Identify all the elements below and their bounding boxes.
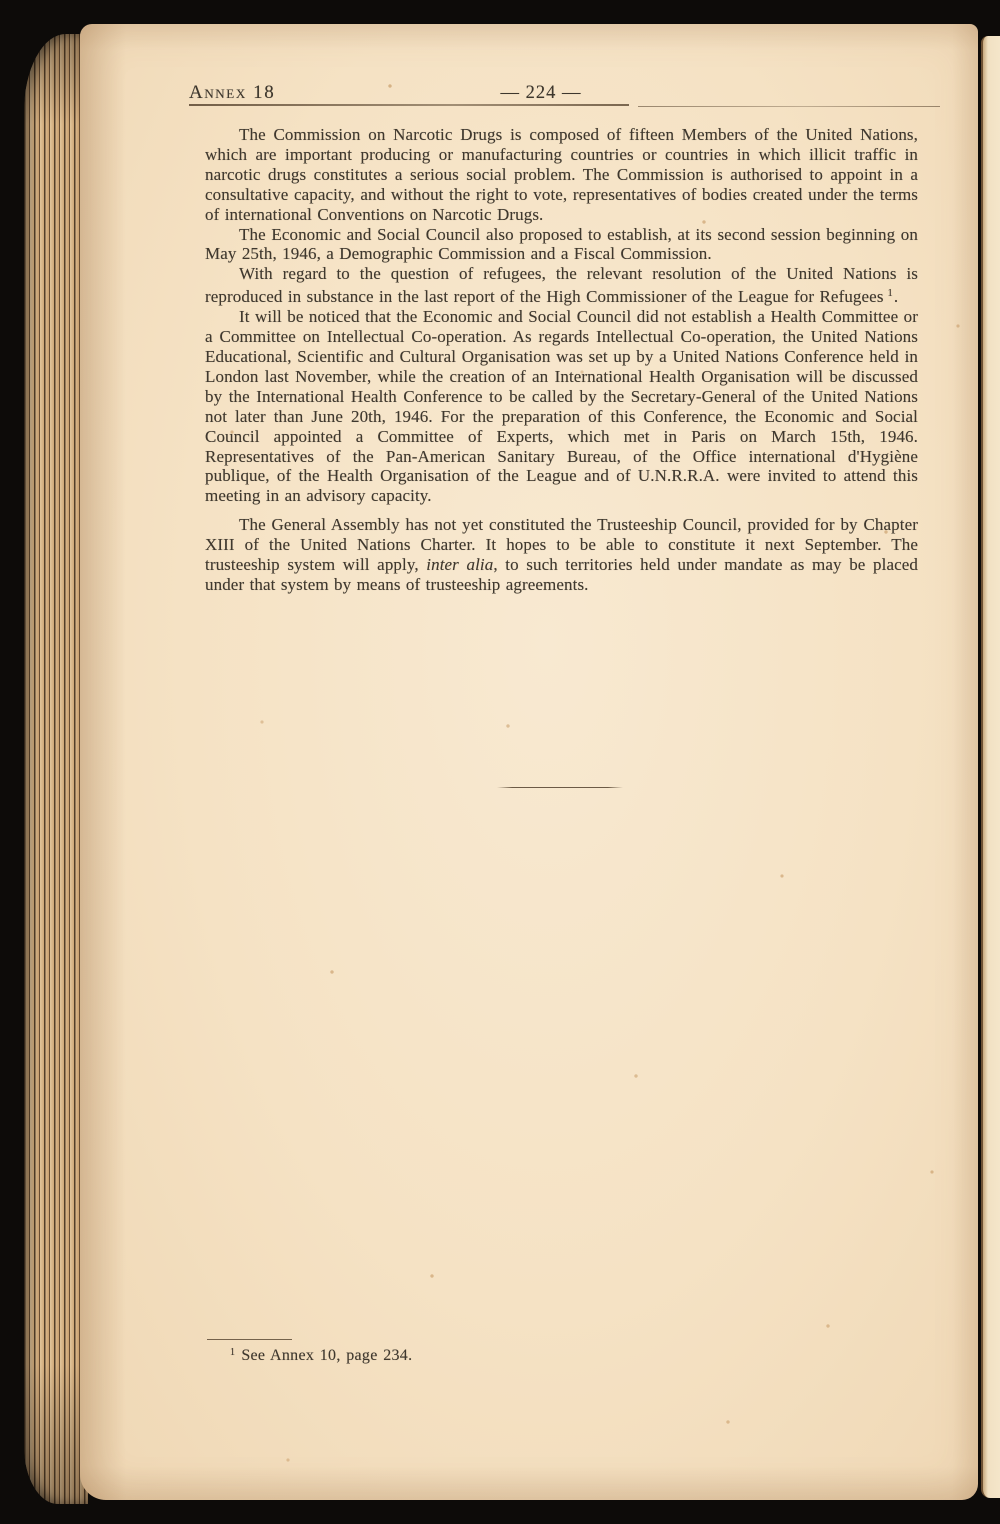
header-rule-right (638, 106, 940, 107)
paragraph-demographic-fiscal-commission: The Economic and Social Council also proposed to establish, at its second session beginning on May 25th, 1946, a Demographic Commission and a Fiscal Commission. (205, 224, 918, 264)
paragraph-health-conference: It will be noticed that the Economic and Social Council did not establish a Health Committee or a Committee on Intellectual Co-operation. As regards Intellectual Co-operation, the United Nations Educational, Scientific and Cultural Organisation was set up by a United Nations Conference held in London last November, while the creation of an International Health Organisation will be discussed by the International Health Conference to be called by the Secretary-General of the United Nations not later than June 20th, 1946. For the preparation of this Conference, the Economic and Social Council appointed a Committee of Experts, which met in Paris on March 15th, 1946. Representatives of the Pan-American Sanitary Bureau, of the Office international d'Hygiène publique, of the Health Organisation of the League and of U.N.R.R.A. were invited to attend this meeting in an advisory capacity. (205, 307, 918, 506)
book-page (80, 24, 978, 1500)
trusteeship-text-before: The General Assembly has not yet constituted the Trusteeship Council, provided for by Chapter XIII of the United Nations Charter. It hopes to be able to constitute it next September. The trusteeship system will apply, (205, 515, 918, 575)
section-divider (497, 787, 623, 788)
paragraph-trusteeship-council (205, 515, 918, 595)
next-page-edge (981, 36, 1000, 1498)
footnote (207, 1347, 897, 1365)
body-text (205, 125, 918, 595)
footnote-text: See Annex 10, page 234. (241, 1347, 413, 1364)
paragraph-refugees-period: . (893, 287, 899, 307)
footnote-marker: 1 (230, 1347, 236, 1358)
paragraph-refugees-text: With regard to the question of refugees, the relevant resolution of the United Nations is reproduced in substance in the last report of the High Commissioner of the League for Refugees (205, 264, 918, 307)
paragraph-commission-narcotic-drugs: The Commission on Narcotic Drugs is composed of fifteen Members of the United Nations, which are important producing or manufacturing countries or countries in which illicit traffic in narcotic drugs constitutes a serious social problem. The Commission is authorised to appoint in a consultative capacity, and without the right to vote, representatives of bodies created under the terms of international Conventions on Narcotic Drugs. (205, 125, 918, 224)
trusteeship-text-after: , to such territories held under mandate as may be placed under that system by means of trusteeship agreements. (205, 555, 918, 594)
page-stack-edges (24, 34, 88, 1504)
page-number: — 224 — (500, 83, 582, 103)
paragraph-refugees (205, 264, 918, 307)
footnote-reference-superscript: 1 (887, 288, 893, 300)
inter-alia-italic: inter alia (426, 555, 494, 575)
header-rule-left (189, 104, 629, 106)
footnote-rule (207, 1339, 292, 1340)
annex-label: Annex 18 (189, 82, 276, 103)
